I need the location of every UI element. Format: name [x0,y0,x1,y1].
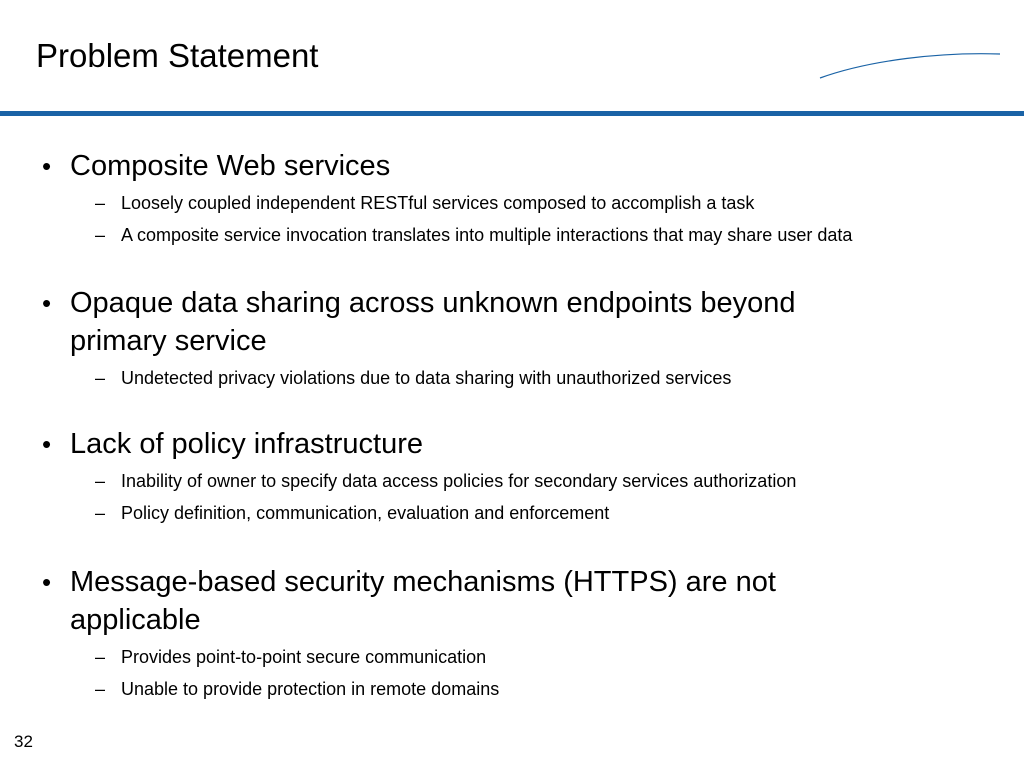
bullet-group-4 [0,563,1024,705]
sub-text: Loosely coupled independent RESTful services composed to accomplish a task [121,193,755,213]
dash-icon: – [95,679,106,699]
bullet-item [0,284,870,360]
bullet-text: Message-based security mechanisms (HTTPS) are not applicable [70,566,776,636]
dash-icon: – [95,647,106,667]
bullet-dot-icon: • [42,567,52,597]
sub-item [0,362,1024,394]
sub-item [0,673,1024,705]
bullet-group-3 [0,425,1024,529]
dash-icon: – [95,503,106,523]
sub-text: Provides point-to-point secure communication [121,647,487,667]
bullet-text: Composite Web services [70,150,391,182]
sub-list [0,465,1024,529]
sub-item [0,641,1024,673]
bullet-item [0,147,870,185]
sub-item [0,219,1024,251]
page-number: 32 [14,732,33,751]
dash-icon: – [95,225,106,245]
bullet-item [0,425,870,463]
bullet-item [0,563,870,639]
bullet-text: Lack of policy infrastructure [70,428,423,460]
sub-list [0,187,1024,251]
slide-title: Problem Statement [36,37,319,74]
bullet-group-1 [0,147,1024,251]
bullet-dot-icon: • [42,429,52,459]
sub-text: Inability of owner to specify data access policies for secondary services authorization [121,471,797,491]
header-rule [0,111,1024,116]
sub-text: A composite service invocation translates into multiple interactions that may share user data [121,225,853,245]
dash-icon: – [95,368,106,388]
northrop-grumman-logo [800,34,1004,82]
sub-text: Undetected privacy violations due to data sharing with unauthorized services [121,368,732,388]
sub-item [0,465,1024,497]
sub-text: Policy definition, communication, evaluation and enforcement [121,503,610,523]
dash-icon: – [95,471,106,491]
bullet-text: Opaque data sharing across unknown endpoints beyond primary service [70,287,796,357]
bullet-dot-icon: • [42,288,52,318]
sub-item [0,497,1024,529]
sub-list [0,362,1024,394]
sub-text: Unable to provide protection in remote domains [121,679,500,699]
sub-item [0,187,1024,219]
bullet-dot-icon: • [42,151,52,181]
dash-icon: – [95,193,106,213]
bullet-group-2 [0,284,1024,394]
sub-list [0,641,1024,705]
